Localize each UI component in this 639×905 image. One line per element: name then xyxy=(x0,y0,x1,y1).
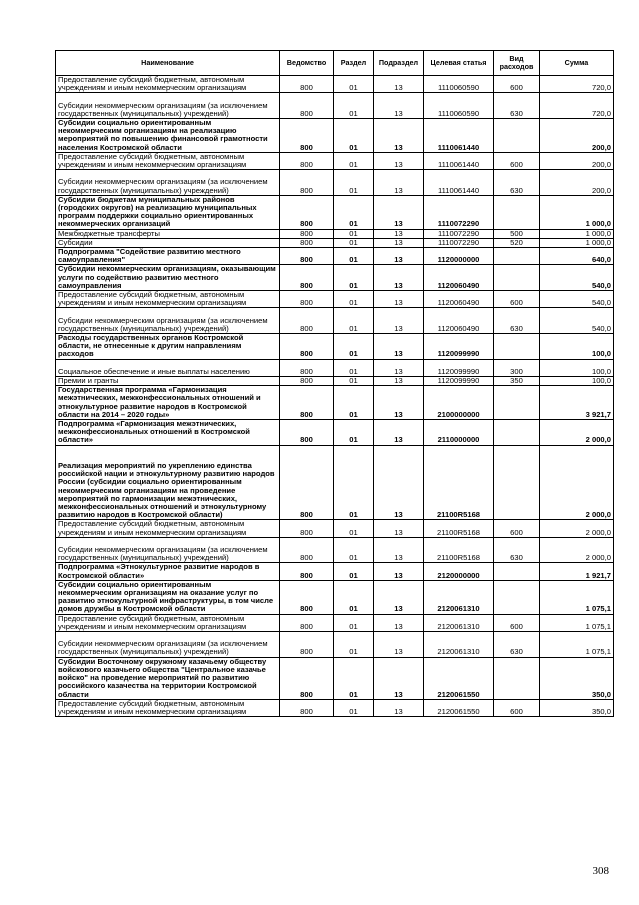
cell-name: Субсидии некоммерческим организациям, оказывающим услуги по содействию развитию местного самоуправления xyxy=(56,265,280,291)
table-row xyxy=(56,563,614,580)
cell-sum: 640,0 xyxy=(540,248,614,265)
cell-dept: 800 xyxy=(280,334,334,360)
cell-dept: 800 xyxy=(280,386,334,420)
cell-type: 600 xyxy=(494,614,540,631)
cell-sum: 200,0 xyxy=(540,170,614,196)
cell-type: 350 xyxy=(494,377,540,386)
cell-type: 500 xyxy=(494,229,540,238)
cell-subsection: 13 xyxy=(374,377,424,386)
cell-section: 01 xyxy=(334,195,374,229)
cell-type xyxy=(494,445,540,520)
table-row xyxy=(56,386,614,420)
cell-dept: 800 xyxy=(280,170,334,196)
cell-section: 01 xyxy=(334,632,374,658)
cell-sum: 540,0 xyxy=(540,291,614,308)
cell-target: 1110072290 xyxy=(424,195,494,229)
cell-target: 2120061310 xyxy=(424,580,494,614)
cell-target: 2110000000 xyxy=(424,420,494,446)
table-header-row xyxy=(56,51,614,76)
cell-subsection: 13 xyxy=(374,170,424,196)
cell-target: 1120060490 xyxy=(424,265,494,291)
cell-target: 1110072290 xyxy=(424,238,494,247)
cell-type: 630 xyxy=(494,170,540,196)
cell-target: 1110061440 xyxy=(424,152,494,169)
cell-dept: 800 xyxy=(280,580,334,614)
cell-section: 01 xyxy=(334,238,374,247)
cell-target: 1110060590 xyxy=(424,93,494,119)
header-type: Вид расходов xyxy=(494,51,540,76)
cell-sum: 1 075,1 xyxy=(540,632,614,658)
table-row xyxy=(56,699,614,716)
table-row xyxy=(56,520,614,537)
cell-name: Премии и гранты xyxy=(56,377,280,386)
cell-sum: 200,0 xyxy=(540,119,614,153)
cell-subsection: 13 xyxy=(374,334,424,360)
cell-section: 01 xyxy=(334,657,374,699)
cell-type xyxy=(494,386,540,420)
cell-sum: 1 000,0 xyxy=(540,195,614,229)
cell-subsection: 13 xyxy=(374,93,424,119)
cell-type: 630 xyxy=(494,537,540,563)
cell-section: 01 xyxy=(334,265,374,291)
cell-section: 01 xyxy=(334,420,374,446)
cell-dept: 800 xyxy=(280,93,334,119)
cell-name: Предоставление субсидий бюджетным, автономным учреждениям и иным некоммерческим организациям xyxy=(56,614,280,631)
cell-type: 600 xyxy=(494,152,540,169)
cell-sum: 2 000,0 xyxy=(540,520,614,537)
cell-dept: 800 xyxy=(280,119,334,153)
table-row xyxy=(56,445,614,520)
cell-dept: 800 xyxy=(280,265,334,291)
cell-dept: 800 xyxy=(280,359,334,376)
cell-section: 01 xyxy=(334,537,374,563)
cell-target: 21100R5168 xyxy=(424,520,494,537)
cell-subsection: 13 xyxy=(374,445,424,520)
cell-dept: 800 xyxy=(280,238,334,247)
cell-type: 630 xyxy=(494,632,540,658)
cell-type: 520 xyxy=(494,238,540,247)
cell-target: 1120000000 xyxy=(424,248,494,265)
table-row xyxy=(56,265,614,291)
cell-type: 630 xyxy=(494,93,540,119)
cell-target: 2120061550 xyxy=(424,699,494,716)
cell-subsection: 13 xyxy=(374,386,424,420)
cell-sum: 1 000,0 xyxy=(540,229,614,238)
table-row xyxy=(56,229,614,238)
cell-sum: 720,0 xyxy=(540,76,614,93)
cell-subsection: 13 xyxy=(374,580,424,614)
cell-subsection: 13 xyxy=(374,229,424,238)
cell-dept: 800 xyxy=(280,563,334,580)
cell-dept: 800 xyxy=(280,377,334,386)
cell-dept: 800 xyxy=(280,420,334,446)
cell-sum: 200,0 xyxy=(540,152,614,169)
cell-subsection: 13 xyxy=(374,265,424,291)
cell-dept: 800 xyxy=(280,445,334,520)
cell-section: 01 xyxy=(334,445,374,520)
cell-subsection: 13 xyxy=(374,632,424,658)
cell-type xyxy=(494,265,540,291)
cell-sum: 100,0 xyxy=(540,334,614,360)
table-row xyxy=(56,93,614,119)
cell-subsection: 13 xyxy=(374,537,424,563)
table-row xyxy=(56,632,614,658)
cell-name: Субсидии некоммерческим организациям (за исключением государственных (муниципальных) учреждений) xyxy=(56,308,280,334)
table-row xyxy=(56,580,614,614)
cell-subsection: 13 xyxy=(374,291,424,308)
cell-type xyxy=(494,657,540,699)
cell-subsection: 13 xyxy=(374,699,424,716)
cell-subsection: 13 xyxy=(374,308,424,334)
cell-subsection: 13 xyxy=(374,420,424,446)
cell-sum: 2 000,0 xyxy=(540,445,614,520)
cell-name: Межбюджетные трансферты xyxy=(56,229,280,238)
cell-dept: 800 xyxy=(280,632,334,658)
cell-type: 600 xyxy=(494,76,540,93)
cell-type xyxy=(494,420,540,446)
header-dept: Ведомство xyxy=(280,51,334,76)
cell-section: 01 xyxy=(334,614,374,631)
cell-name: Предоставление субсидий бюджетным, автономным учреждениям и иным некоммерческим организациям xyxy=(56,76,280,93)
table-row xyxy=(56,657,614,699)
cell-name: Предоставление субсидий бюджетным, автономным учреждениям и иным некоммерческим организациям xyxy=(56,699,280,716)
cell-subsection: 13 xyxy=(374,195,424,229)
table-row xyxy=(56,170,614,196)
table-row xyxy=(56,291,614,308)
header-name: Наименование xyxy=(56,51,280,76)
table-row xyxy=(56,377,614,386)
cell-type xyxy=(494,119,540,153)
cell-section: 01 xyxy=(334,308,374,334)
cell-type: 300 xyxy=(494,359,540,376)
cell-section: 01 xyxy=(334,152,374,169)
cell-target: 2120061550 xyxy=(424,657,494,699)
cell-subsection: 13 xyxy=(374,520,424,537)
cell-sum: 1 000,0 xyxy=(540,238,614,247)
cell-name: Подпрограмма «Этнокультурное развитие народов в Костромской области» xyxy=(56,563,280,580)
cell-sum: 2 000,0 xyxy=(540,420,614,446)
cell-target: 2100000000 xyxy=(424,386,494,420)
cell-subsection: 13 xyxy=(374,359,424,376)
cell-subsection: 13 xyxy=(374,614,424,631)
cell-type xyxy=(494,195,540,229)
table-row xyxy=(56,248,614,265)
table-row xyxy=(56,195,614,229)
table-row xyxy=(56,420,614,446)
cell-section: 01 xyxy=(334,386,374,420)
cell-dept: 800 xyxy=(280,614,334,631)
cell-target: 21100R5168 xyxy=(424,537,494,563)
cell-section: 01 xyxy=(334,229,374,238)
cell-section: 01 xyxy=(334,119,374,153)
cell-name: Субсидии социально ориентированным некоммерческим организациям на оказание услуг по развитию этнокультурной инфраструктуры, в том числе домов дружбы в Костромской области xyxy=(56,580,280,614)
cell-type xyxy=(494,334,540,360)
cell-sum: 100,0 xyxy=(540,377,614,386)
cell-section: 01 xyxy=(334,248,374,265)
cell-sum: 1 075,1 xyxy=(540,580,614,614)
cell-sum: 2 000,0 xyxy=(540,537,614,563)
cell-sum: 100,0 xyxy=(540,359,614,376)
cell-name: Субсидии социально ориентированным некоммерческим организациям на реализацию мероприятий по повышению финансовой грамотности населения Костромской области xyxy=(56,119,280,153)
cell-section: 01 xyxy=(334,377,374,386)
cell-type xyxy=(494,580,540,614)
cell-sum: 350,0 xyxy=(540,699,614,716)
cell-target: 2120000000 xyxy=(424,563,494,580)
cell-section: 01 xyxy=(334,699,374,716)
table-row xyxy=(56,119,614,153)
cell-dept: 800 xyxy=(280,248,334,265)
cell-subsection: 13 xyxy=(374,76,424,93)
cell-section: 01 xyxy=(334,93,374,119)
cell-target: 1110060590 xyxy=(424,76,494,93)
table-row xyxy=(56,614,614,631)
cell-section: 01 xyxy=(334,334,374,360)
cell-dept: 800 xyxy=(280,520,334,537)
cell-subsection: 13 xyxy=(374,238,424,247)
cell-section: 01 xyxy=(334,170,374,196)
table-row xyxy=(56,334,614,360)
cell-dept: 800 xyxy=(280,195,334,229)
cell-name: Предоставление субсидий бюджетным, автономным учреждениям и иным некоммерческим организациям xyxy=(56,520,280,537)
cell-sum: 1 075,1 xyxy=(540,614,614,631)
header-section: Раздел xyxy=(334,51,374,76)
budget-sheet xyxy=(55,50,613,717)
cell-section: 01 xyxy=(334,359,374,376)
cell-subsection: 13 xyxy=(374,563,424,580)
cell-subsection: 13 xyxy=(374,152,424,169)
budget-table xyxy=(55,50,614,717)
cell-name: Подпрограмма "Содействие развитию местного самоуправления" xyxy=(56,248,280,265)
cell-target: 1110072290 xyxy=(424,229,494,238)
table-row xyxy=(56,152,614,169)
cell-sum: 540,0 xyxy=(540,265,614,291)
table-row xyxy=(56,76,614,93)
cell-section: 01 xyxy=(334,291,374,308)
cell-section: 01 xyxy=(334,563,374,580)
cell-sum: 3 921,7 xyxy=(540,386,614,420)
cell-target: 1120099990 xyxy=(424,334,494,360)
cell-dept: 800 xyxy=(280,152,334,169)
page-number: 308 xyxy=(592,865,609,877)
header-sum: Сумма xyxy=(540,51,614,76)
table-row xyxy=(56,537,614,563)
cell-name: Предоставление субсидий бюджетным, автономным учреждениям и иным некоммерческим организациям xyxy=(56,152,280,169)
cell-subsection: 13 xyxy=(374,248,424,265)
cell-type xyxy=(494,563,540,580)
header-subsection: Подраздел xyxy=(374,51,424,76)
cell-target: 21100R5168 xyxy=(424,445,494,520)
cell-name: Государственная программа «Гармонизация межэтнических, межконфессиональных отношений и этнокультурное развитие народов в Костромской области на 2014 – 2020 годы» xyxy=(56,386,280,420)
cell-target: 1110061440 xyxy=(424,170,494,196)
cell-name: Субсидии некоммерческим организациям (за исключением государственных (муниципальных) учреждений) xyxy=(56,93,280,119)
cell-type: 600 xyxy=(494,291,540,308)
cell-dept: 800 xyxy=(280,229,334,238)
cell-section: 01 xyxy=(334,520,374,537)
cell-type xyxy=(494,248,540,265)
cell-target: 1120060490 xyxy=(424,291,494,308)
cell-section: 01 xyxy=(334,76,374,93)
cell-section: 01 xyxy=(334,580,374,614)
cell-type: 600 xyxy=(494,520,540,537)
cell-dept: 800 xyxy=(280,699,334,716)
table-row xyxy=(56,238,614,247)
cell-name: Субсидии некоммерческим организациям (за исключением государственных (муниципальных) учреждений) xyxy=(56,537,280,563)
cell-dept: 800 xyxy=(280,537,334,563)
cell-type: 600 xyxy=(494,699,540,716)
cell-name: Субсидии некоммерческим организациям (за исключением государственных (муниципальных) учреждений) xyxy=(56,170,280,196)
cell-subsection: 13 xyxy=(374,119,424,153)
cell-target: 2120061310 xyxy=(424,632,494,658)
cell-name: Субсидии некоммерческим организациям (за исключением государственных (муниципальных) учреждений) xyxy=(56,632,280,658)
cell-target: 1120099990 xyxy=(424,359,494,376)
header-target: Целевая статья xyxy=(424,51,494,76)
cell-dept: 800 xyxy=(280,76,334,93)
cell-name: Предоставление субсидий бюджетным, автономным учреждениям и иным некоммерческим организациям xyxy=(56,291,280,308)
table-row xyxy=(56,359,614,376)
cell-name: Субсидии бюджетам муниципальных районов (городских округов) на реализацию муниципальных программ поддержки социально ориентированных некоммерческих организаций xyxy=(56,195,280,229)
cell-target: 1120060490 xyxy=(424,308,494,334)
cell-name: Субсидии Восточному окружному казачьему обществу войскового казачьего общества "Центральное казачье войско" на проведение мероприятий по развитию российского казачества на территории Костромской области xyxy=(56,657,280,699)
cell-dept: 800 xyxy=(280,308,334,334)
cell-name: Подпрограмма «Гармонизация межэтнических, межконфессиональных отношений в Костромской области» xyxy=(56,420,280,446)
cell-name: Реализация мероприятий по укреплению единства российской нации и этнокультурному развитию народов России (субсидии социально ориентированным некоммерческим организациям на проведение мероприятий по гармонизации межэтнических, межконфессиональных отношений и этнокультурному развитию народов в Костромской области) xyxy=(56,445,280,520)
cell-type: 630 xyxy=(494,308,540,334)
cell-name: Расходы государственных органов Костромской области, не отнесенные к другим направлениям расходов xyxy=(56,334,280,360)
cell-target: 2120061310 xyxy=(424,614,494,631)
cell-dept: 800 xyxy=(280,291,334,308)
cell-target: 1110061440 xyxy=(424,119,494,153)
cell-dept: 800 xyxy=(280,657,334,699)
cell-subsection: 13 xyxy=(374,657,424,699)
cell-sum: 1 921,7 xyxy=(540,563,614,580)
cell-sum: 720,0 xyxy=(540,93,614,119)
cell-sum: 540,0 xyxy=(540,308,614,334)
cell-sum: 350,0 xyxy=(540,657,614,699)
cell-name: Субсидии xyxy=(56,238,280,247)
cell-name: Социальное обеспечение и иные выплаты населению xyxy=(56,359,280,376)
table-row xyxy=(56,308,614,334)
cell-target: 1120099990 xyxy=(424,377,494,386)
